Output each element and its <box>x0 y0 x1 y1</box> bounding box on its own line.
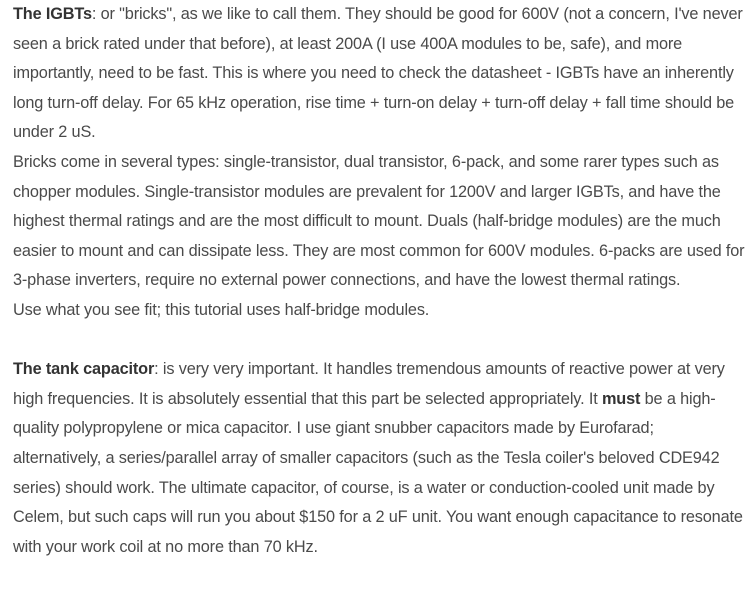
tank-intro-text: : is very very important. It handles tremendous amounts of reactive power at very high frequencies. It is absolutely essential that this part be selected appropriately. It <box>13 360 725 408</box>
tutorial-choice-paragraph: Use what you see fit; this tutorial uses half-bridge modules. <box>13 300 430 319</box>
brick-types-paragraph: Bricks come in several types: single-transistor, dual transistor, 6-pack, and some rarer types such as chopper modules. Single-transistor modules are prevalent for 1200V and larger IGBTs, and have the highest thermal ratings and are the most difficult to mount. Duals (half-bridge modules) are the much easier to mount and can dissipate less. They are most common for 600V modules. 6-packs are used for 3-phase inverters, require no external power connections, and have the lowest thermal ratings. <box>13 152 745 290</box>
igbt-paragraph <box>13 0 745 148</box>
article-body <box>13 0 745 562</box>
paragraph-spacer <box>13 326 745 356</box>
tank-capacitor-paragraph <box>13 355 745 562</box>
tank-details-text: be a high-quality polypropylene or mica capacitor. I use giant snubber capacitors made by Eurofarad; alternatively, a series/parallel array of smaller capacitors (such as the Tesla coiler's beloved CDE942 series) should work. The ultimate capacitor, of course, is a water or conduction-cooled unit made by Celem, but such caps will run you about $150 for a 2 uF unit. You want enough capacitance to resonate with your work coil at no more than 70 kHz. <box>13 389 743 556</box>
igbt-heading: The IGBTs <box>13 5 92 23</box>
must-emphasis: must <box>601 389 641 408</box>
tank-capacitor-heading: The tank capacitor <box>13 360 155 379</box>
igbt-intro-text: : or "bricks", as we like to call them. They should be good for 600V (not a concern, I've never seen a brick rated under that before), at least 200A (I use 400A modules to be, safe), and more importantly, need to be fast. This is where you need to check the datasheet - IGBTs have an inherently long turn-off delay. For 65 kHz operation, rise time + turn-on delay + turn-off delay + fall time should be under 2 uS. <box>13 5 743 142</box>
